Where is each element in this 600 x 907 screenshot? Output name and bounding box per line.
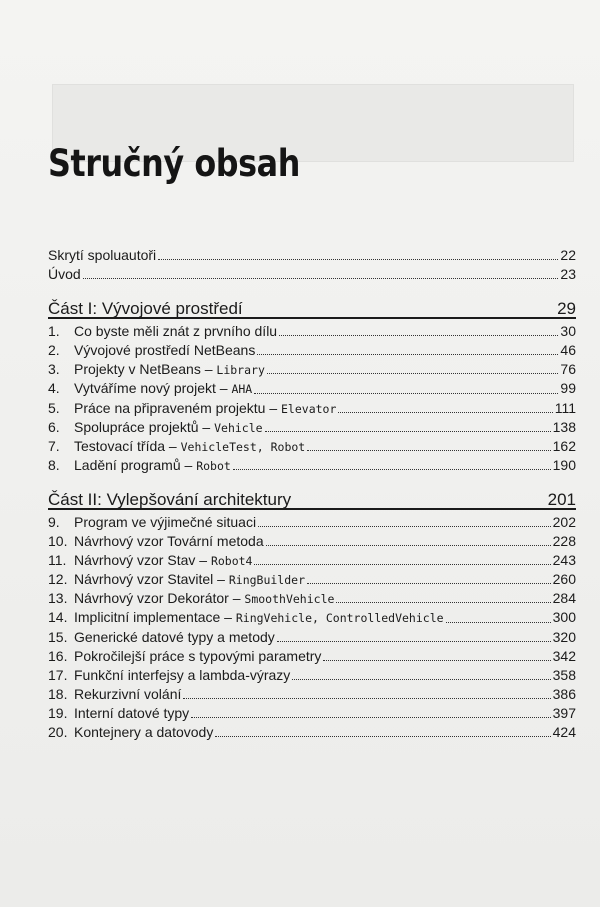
- chapter-title: [74, 418, 263, 438]
- spacer: [48, 475, 576, 483]
- dot-leader: [266, 544, 551, 546]
- toc-entry[interactable]: [48, 723, 576, 742]
- chapter-title-text: Návrhový vzor Stav –: [74, 552, 211, 569]
- dot-leader: [336, 601, 550, 603]
- part-title: Část I: Vývojové prostředí: [48, 299, 243, 319]
- page-number: 424: [552, 723, 576, 740]
- dot-leader: [307, 449, 550, 451]
- chapter-title-text: Rekurzivní volání: [74, 685, 182, 702]
- chapter-title-text: Práce na připraveném projektu –: [74, 399, 281, 416]
- page-number: 397: [552, 704, 576, 721]
- dot-leader: [215, 735, 550, 737]
- page-number: 162: [552, 437, 576, 454]
- chapter-code: Robot4: [210, 554, 253, 569]
- dot-leader: [257, 353, 558, 355]
- chapter-title-text: Návrhový vzor Dekorátor –: [74, 590, 245, 607]
- chapter-number: 4.: [48, 380, 60, 397]
- toc-entry[interactable]: [48, 608, 576, 627]
- chapter-code: Robot: [196, 458, 231, 473]
- chapter-code: Vehicle: [214, 420, 263, 435]
- chapter-title-text: Kontejnery a datovody: [74, 723, 214, 740]
- toc-entry[interactable]: [48, 685, 576, 704]
- chapter-title: [74, 704, 189, 723]
- dot-leader: [191, 716, 550, 718]
- page-number: 22: [560, 247, 576, 263]
- toc-entry[interactable]: [48, 437, 576, 456]
- dot-leader: [158, 258, 558, 260]
- chapter-number: 8.: [48, 456, 60, 473]
- chapter-title: [74, 456, 231, 476]
- chapter-number: 19.: [48, 704, 68, 721]
- toc-entry[interactable]: [48, 570, 576, 589]
- toc-entry[interactable]: [48, 513, 576, 532]
- page-number: 386: [552, 685, 576, 702]
- chapter-code: RingBuilder: [228, 573, 306, 588]
- page-number: 358: [552, 666, 576, 683]
- chapter-title: [74, 570, 305, 590]
- dot-leader: [267, 372, 559, 374]
- part-title: Část II: Vylepšování architektury: [48, 489, 292, 509]
- chapter-number: 7.: [48, 437, 60, 454]
- chapter-title-text: Projekty v NetBeans –: [74, 361, 217, 378]
- page-number: 23: [560, 266, 576, 283]
- toc-entry[interactable]: [48, 265, 576, 284]
- chapter-title-text: Návrhový vzor Tovární metoda: [74, 533, 264, 550]
- chapter-number: 18.: [48, 685, 68, 702]
- dot-leader: [292, 678, 550, 680]
- page-number: 284: [552, 590, 576, 607]
- table-of-contents: [48, 246, 576, 742]
- chapter-title-text: Program ve výjimečné situaci: [74, 513, 257, 530]
- chapter-number: 5.: [48, 399, 60, 416]
- toc-entry[interactable]: [48, 379, 576, 398]
- chapter-title-text: Vývojové prostředí NetBeans: [74, 342, 256, 359]
- page-number: 138: [552, 418, 576, 435]
- chapter-number: 12.: [48, 571, 68, 588]
- toc-entry[interactable]: [48, 418, 576, 437]
- chapter-number: 13.: [48, 590, 68, 607]
- dot-leader: [183, 697, 550, 699]
- toc-entry[interactable]: [48, 666, 576, 685]
- spacer: [48, 284, 576, 292]
- chapter-title-text: Funkční interfejsy a lambda-výrazy: [74, 666, 291, 683]
- dot-leader: [258, 525, 551, 527]
- chapter-title-text: Co byste měli znát z prvního dílu: [74, 323, 278, 340]
- dot-leader: [265, 430, 551, 432]
- toc-entry[interactable]: [48, 704, 576, 723]
- page-number: 190: [552, 456, 576, 473]
- dot-leader: [307, 582, 551, 584]
- chapter-title: [74, 379, 252, 399]
- chapter-title: [74, 608, 444, 628]
- chapter-number: 1.: [48, 323, 60, 340]
- chapter-title-text: Vytváříme nový projekt –: [74, 380, 232, 397]
- dot-leader: [254, 563, 550, 565]
- part-page: 201: [547, 489, 576, 509]
- chapter-title: [74, 513, 256, 532]
- toc-entry[interactable]: [48, 628, 576, 647]
- chapter-title: [74, 532, 264, 551]
- dot-leader: [338, 411, 552, 413]
- page-number: 46: [560, 342, 576, 359]
- part-heading[interactable]: [48, 292, 576, 319]
- chapter-title: [74, 341, 255, 360]
- page-number: 76: [560, 361, 576, 378]
- page-number: 99: [560, 380, 576, 397]
- part-page: 29: [557, 299, 576, 319]
- toc-entry[interactable]: [48, 647, 576, 666]
- page-number: 342: [552, 647, 576, 664]
- chapter-title: [74, 647, 321, 666]
- toc-entry[interactable]: [48, 589, 576, 608]
- chapter-number: 20.: [48, 723, 68, 740]
- toc-entry[interactable]: [48, 360, 576, 379]
- chapter-code: VehicleTest, Robot: [180, 439, 306, 454]
- chapter-number: 9.: [48, 513, 60, 530]
- chapter-title-text: Testovací třída –: [74, 437, 181, 454]
- page-number: 202: [552, 513, 576, 530]
- chapter-number: 2.: [48, 342, 60, 359]
- toc-entry[interactable]: [48, 322, 576, 341]
- toc-entry[interactable]: [48, 551, 576, 570]
- page-number: 111: [554, 399, 576, 416]
- chapter-title: [74, 322, 277, 341]
- chapter-number: 3.: [48, 361, 60, 378]
- toc-entry[interactable]: [48, 341, 576, 360]
- chapter-title-text: Implicitní implementace –: [74, 609, 236, 626]
- chapter-title: [74, 437, 305, 457]
- chapter-title-text: Ladění programů –: [74, 456, 197, 473]
- page-number: 30: [560, 323, 576, 340]
- chapter-title: [74, 685, 181, 704]
- chapter-number: 15.: [48, 628, 68, 645]
- page-number: 320: [552, 628, 576, 645]
- dot-leader: [254, 392, 558, 394]
- chapter-number: 11.: [48, 552, 67, 569]
- toc-entry[interactable]: [48, 456, 576, 475]
- chapter-title: [74, 723, 213, 742]
- chapter-number: 17.: [48, 666, 68, 683]
- chapter-number: 10.: [48, 533, 68, 550]
- dot-leader: [277, 640, 551, 642]
- part-heading[interactable]: [48, 483, 576, 510]
- toc-entry[interactable]: [48, 246, 576, 265]
- chapter-code: SmoothVehicle: [244, 592, 335, 607]
- chapter-code: AHA: [231, 382, 253, 397]
- chapter-title-text: Interní datové typy: [74, 704, 190, 721]
- toc-entry[interactable]: [48, 399, 576, 418]
- chapter-title: [74, 360, 265, 380]
- dot-leader: [233, 468, 551, 470]
- toc-entry[interactable]: [48, 532, 576, 551]
- chapter-title: [48, 265, 81, 284]
- chapter-title-text: Skrytí spoluautoři: [48, 247, 157, 263]
- chapter-title: [74, 551, 252, 571]
- chapter-title-text: Úvod: [48, 266, 81, 283]
- chapter-title-text: Pokročilejší práce s typovými parametry: [74, 647, 322, 664]
- chapter-title: [74, 589, 334, 609]
- page-number: 243: [552, 552, 576, 569]
- page-number: 228: [552, 533, 576, 550]
- chapter-title: [74, 399, 336, 419]
- chapter-title: [74, 628, 275, 647]
- dot-leader: [83, 277, 559, 279]
- chapter-code: Elevator: [281, 401, 337, 416]
- chapter-title: [48, 246, 156, 265]
- chapter-code: Library: [216, 363, 265, 378]
- chapter-number: 6.: [48, 418, 60, 435]
- chapter-title: [74, 666, 290, 685]
- page-number: 260: [552, 571, 576, 588]
- page-title: Stručný obsah: [48, 142, 300, 185]
- chapter-title-text: Spolupráce projektů –: [74, 418, 215, 435]
- chapter-code: RingVehicle, ControlledVehicle: [235, 611, 444, 626]
- dot-leader: [279, 334, 558, 336]
- chapter-title-text: Návrhový vzor Stavitel –: [74, 571, 229, 588]
- dot-leader: [323, 659, 550, 661]
- chapter-number: 16.: [48, 647, 68, 664]
- page-number: 300: [552, 609, 576, 626]
- dot-leader: [446, 621, 551, 623]
- chapter-title-text: Generické datové typy a metody: [74, 628, 275, 645]
- chapter-number: 14.: [48, 609, 68, 626]
